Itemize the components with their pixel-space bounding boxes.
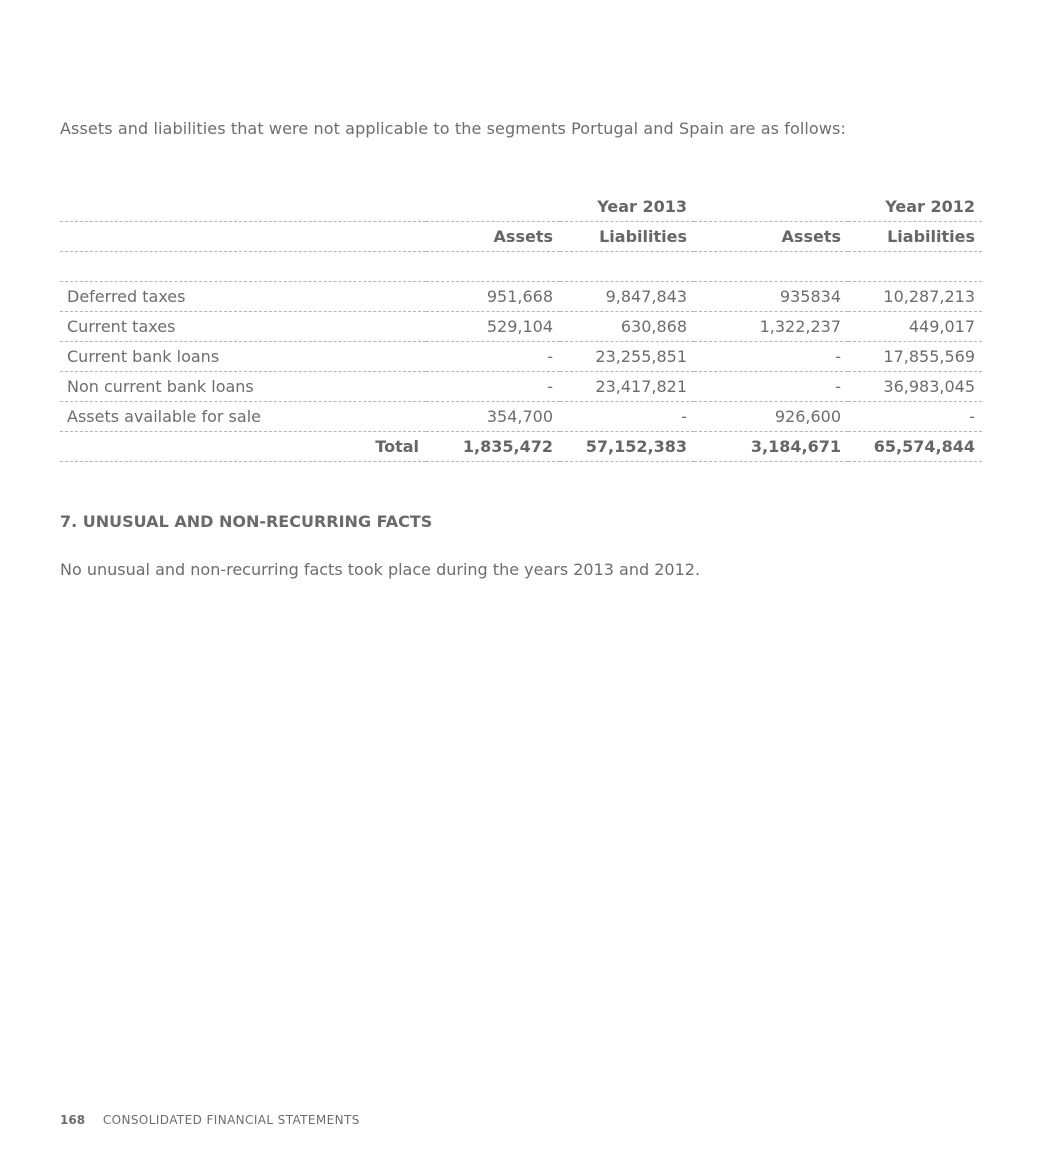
page-number: 168 xyxy=(60,1113,86,1127)
table-cell: - xyxy=(694,372,848,402)
total-cell: 3,184,671 xyxy=(694,432,848,462)
total-cell: 1,835,472 xyxy=(426,432,560,462)
total-cell: 57,152,383 xyxy=(560,432,694,462)
table-row xyxy=(60,342,982,372)
table-cell: 449,017 xyxy=(848,312,982,342)
table-cell: - xyxy=(848,402,982,432)
table-cell: - xyxy=(694,342,848,372)
column-header-row xyxy=(60,222,982,252)
footer-document-title: CONSOLIDATED FINANCIAL STATEMENTS xyxy=(102,1113,360,1127)
assets-2013-header: Assets xyxy=(426,222,560,252)
intro-paragraph: Assets and liabilities that were not applicable to the segments Portugal and Spain are as follows: xyxy=(60,119,846,138)
liabilities-2013-header: Liabilities xyxy=(560,222,694,252)
table-cell: 23,255,851 xyxy=(560,342,694,372)
row-label: Non current bank loans xyxy=(60,372,426,402)
header-spacer xyxy=(60,192,426,222)
table-cell: - xyxy=(426,342,560,372)
table-cell: 10,287,213 xyxy=(848,282,982,312)
header-spacer xyxy=(694,192,848,222)
table-cell: 529,104 xyxy=(426,312,560,342)
table-row xyxy=(60,282,982,312)
row-label: Assets available for sale xyxy=(60,402,426,432)
table-cell: 36,983,045 xyxy=(848,372,982,402)
table-cell: 951,668 xyxy=(426,282,560,312)
liabilities-2012-header: Liabilities xyxy=(848,222,982,252)
total-cell: 65,574,844 xyxy=(848,432,982,462)
page-footer xyxy=(60,1113,360,1127)
table-cell: 630,868 xyxy=(560,312,694,342)
header-spacer xyxy=(60,222,426,252)
total-label: Total xyxy=(60,432,426,462)
year-header-row xyxy=(60,192,982,222)
table-cell: 23,417,821 xyxy=(560,372,694,402)
table-cell: 1,322,237 xyxy=(694,312,848,342)
table-row xyxy=(60,312,982,342)
section-heading: 7. UNUSUAL AND NON-RECURRING FACTS xyxy=(60,512,433,531)
table-cell: 354,700 xyxy=(426,402,560,432)
spacer-row xyxy=(60,252,982,282)
table-cell: 17,855,569 xyxy=(848,342,982,372)
assets-liabilities-table xyxy=(60,192,982,462)
row-label: Current bank loans xyxy=(60,342,426,372)
table-cell: 926,600 xyxy=(694,402,848,432)
row-label: Deferred taxes xyxy=(60,282,426,312)
table-row xyxy=(60,402,982,432)
section-paragraph: No unusual and non-recurring facts took place during the years 2013 and 2012. xyxy=(60,560,701,579)
header-spacer xyxy=(426,192,560,222)
table-cell: 9,847,843 xyxy=(560,282,694,312)
year-2013-header: Year 2013 xyxy=(560,192,694,222)
table-cell: - xyxy=(560,402,694,432)
total-row xyxy=(60,432,982,462)
assets-2012-header: Assets xyxy=(694,222,848,252)
table-cell: 935834 xyxy=(694,282,848,312)
year-2012-header: Year 2012 xyxy=(848,192,982,222)
row-label: Current taxes xyxy=(60,312,426,342)
table-row xyxy=(60,372,982,402)
table-cell: - xyxy=(426,372,560,402)
